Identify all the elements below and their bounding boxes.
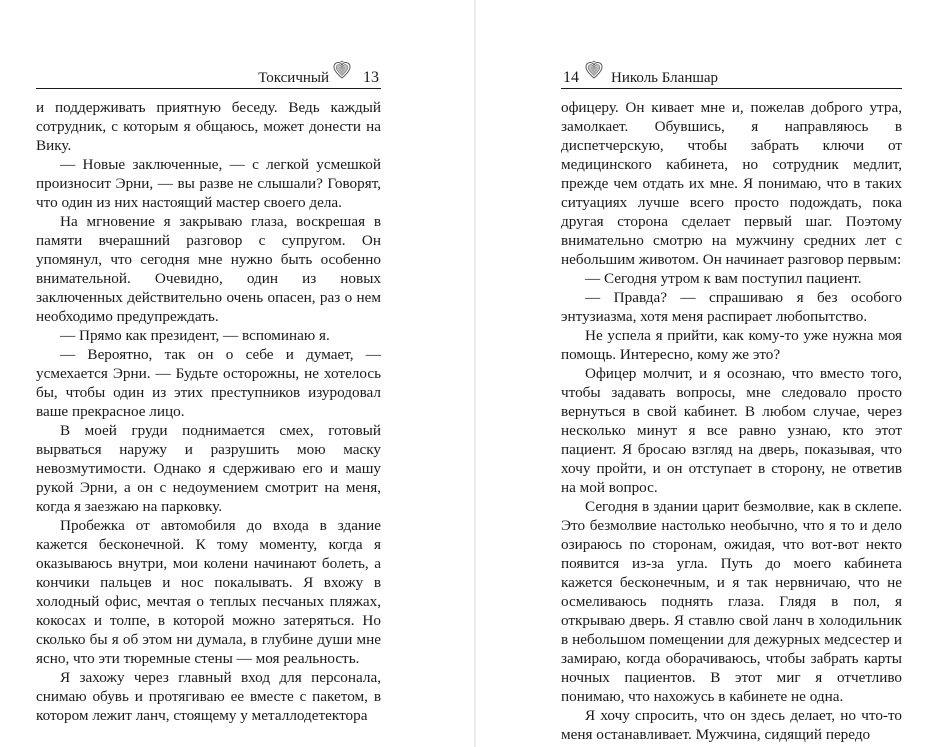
- paragraph: Я хочу спросить, что он здесь делает, но что-то меня останавливает. Мужчина, сидящий передо: [561, 707, 902, 743]
- paragraph: Пробежка от автомобиля до входа в здание кажется бесконечной. К тому моменту, когда я оказываюсь внутри, мои колени начинают болеть, а кончики пальцев и нос покалывать. Я вхожу в холодный офис, мечтая о теплых песчаных пляжах, кокосах и толпе, в которой можно затеряться. Но сколько бы я об этом ни думала, в глубине души мне ясно, что эти тюремные стены — моя реальность.: [36, 517, 381, 667]
- paragraph: — Вероятно, так он о себе и думает, — усмехается Эрни. — Будьте осторожны, не хотелось бы, чтобы один из этих преступников изуродовал ваше прекрасное лицо.: [36, 346, 381, 420]
- author-name: Николь Бланшар: [611, 70, 719, 86]
- page-number: 13: [363, 69, 379, 86]
- paragraph: Я захожу через главный вход для персонала, снимаю обувь и протягиваю ее вместе с пакетом, в котором лежит ланч, стоящему у металлодетектора: [36, 669, 381, 724]
- paragraph: На мгновение я закрываю глаза, воскрешая в памяти вчерашний разговор с супругом. Он упомянул, что сегодня мне нужно быть особенно внимательной. Очевидно, один из новых заключенных действительно очень опасен, раз о нем необходимо предупреждать.: [36, 213, 381, 325]
- paragraph: и поддерживать приятную беседу. Ведь каждый сотрудник, с которым я общаюсь, может донести на Вику.: [36, 99, 381, 154]
- book-title: Токсичный: [258, 70, 329, 86]
- paragraph: — Прямо как президент, — вспоминаю я.: [60, 327, 330, 344]
- page-number: 14: [563, 69, 579, 86]
- right-running-head: [561, 66, 902, 89]
- paragraph: — Сегодня утром к вам поступил пациент.: [585, 270, 862, 287]
- paragraph: Офицер молчит, и я осознаю, что вместо того, чтобы задавать вопросы, мне следовало просто вернуться в свой кабинет. В любом случае, через несколько минут я все равно узнаю, кто этот пациент. Я бросаю взгляд на дверь, показывая, что хочу пройти, и он отступает в сторону, не ответив на мой вопрос.: [561, 365, 902, 496]
- paragraph: Не успела я прийти, как кому-то уже нужна моя помощь. Интересно, кому же это?: [561, 327, 902, 363]
- book-gutter: [474, 0, 476, 747]
- paragraph: — Правда? — спрашиваю я без особого энтузиазма, хотя меня распирает любопытство.: [561, 289, 902, 325]
- paragraph: офицеру. Он кивает мне и, пожелав доброго утра, замолкает. Обувшись, я направляюсь в диспетчерскую, чтобы забрать ключи от медицинского кабинета, но сотрудник медлит, прежде чем отдать их мне. Я понимаю, что в таких ситуациях лучше всего просто подождать, пока другая сторона сделает первый шаг. Поэтому внимательно смотрю на мужчину средних лет с небольшим животом. Он начинает разговор первым:: [561, 99, 902, 268]
- paragraph: — Новые заключенные, — с легкой усмешкой произносит Эрни, — вы разве не слышали? Говорят, что один из них настоящий мастер своего дела.: [36, 156, 381, 211]
- paragraph: Сегодня в здании царит безмолвие, как в склепе. Это безмолвие настолько необычно, что я то и дело озираюсь по сторонам, ожидая, что вот-вот некто появится из-за угла. Путь до моего кабинета кажется бесконечным, и я так нервничаю, что не осмеливаюсь поднять глаза. Глядя в пол, я открываю дверь. Я ставлю свой ланч в холодильник в небольшом помещении для дежурных медсестер и замираю, когда оборачиваюсь, чтобы забрать карты ночных пациентов. В этот миг я отчетливо понимаю, что нахожусь в кабинете не одна.: [561, 498, 902, 705]
- left-running-head: [36, 66, 381, 89]
- heart-emblem-icon: [333, 60, 351, 80]
- paragraph: В моей груди поднимается смех, готовый вырваться наружу и разрушить мою маску невозмутимости. Однако я сдерживаю его и машу рукой Эрни, а он с недоумением смотрит на меня, когда я заезжаю на парковку.: [36, 422, 381, 515]
- left-body-text: [36, 98, 381, 725]
- heart-emblem-icon: [585, 60, 603, 80]
- right-page: [561, 0, 902, 747]
- left-page: [36, 0, 381, 747]
- right-body-text: [561, 98, 902, 744]
